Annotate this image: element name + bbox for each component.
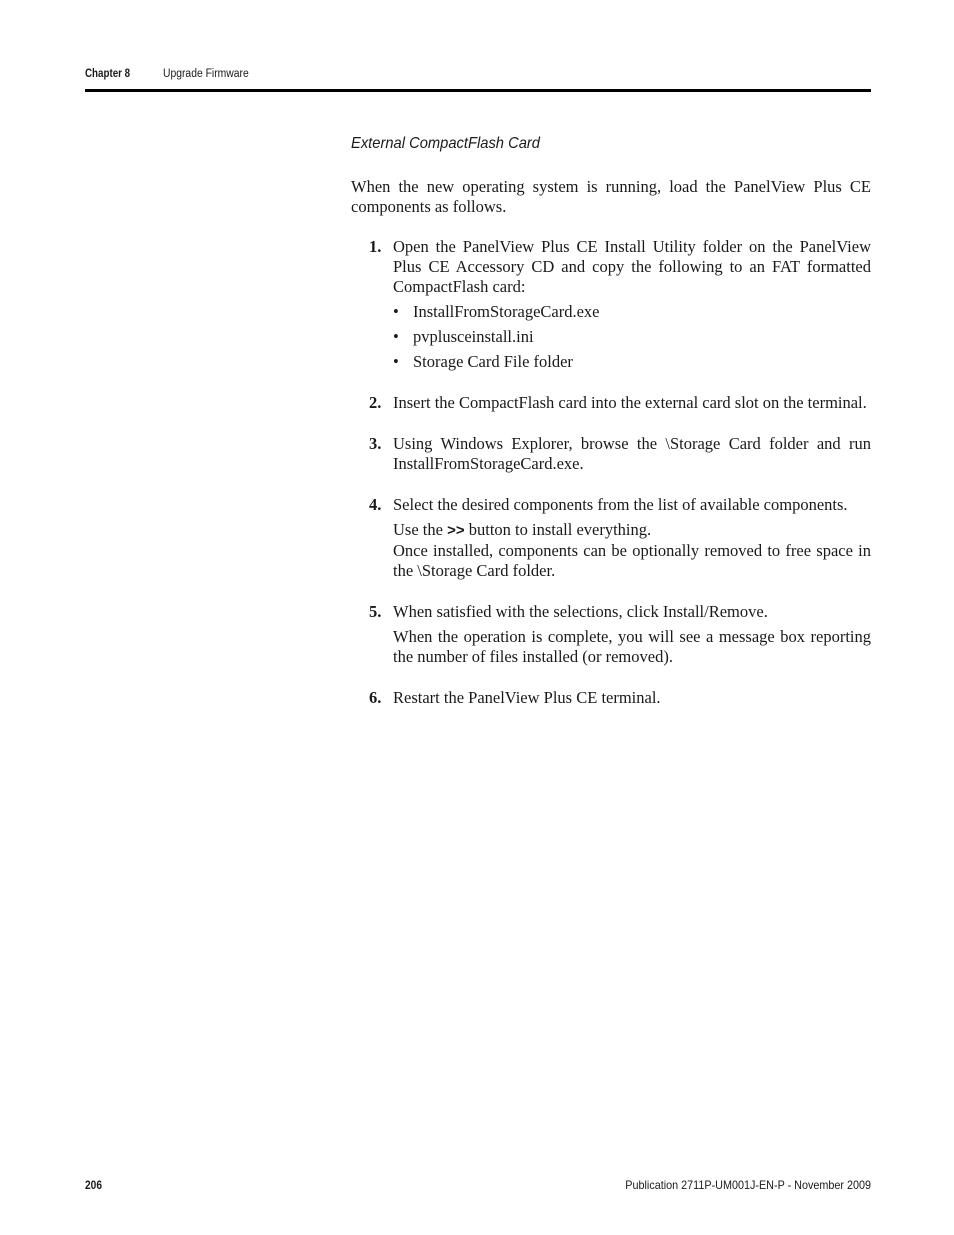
step-note: When the operation is complete, you will see a message box reporting the number of files installed (or removed).	[393, 627, 871, 666]
step-number: 2.	[369, 393, 382, 412]
step-6	[351, 688, 871, 708]
intro-paragraph: When the new operating system is running, load the PanelView Plus CE components as follows.	[351, 177, 871, 216]
publication-info: Publication 2711P-UM001J-EN-P - November 2009	[625, 1178, 871, 1192]
chapter-label: Chapter 8	[85, 68, 131, 80]
main-content	[351, 133, 871, 729]
step-number: 5.	[369, 602, 382, 621]
step-text: Using Windows Explorer, browse the \Storage Card folder and run InstallFromStorageCard.exe.	[393, 434, 871, 473]
step-list	[351, 237, 871, 708]
step-note-continued: Once installed, components can be optionally removed to free space in the \Storage Card folder.	[393, 541, 871, 580]
step-number: 6.	[369, 688, 382, 707]
bullet-icon: •	[393, 327, 399, 346]
file-list-item	[393, 302, 871, 322]
bullet-icon: •	[393, 302, 399, 321]
step-5	[351, 602, 871, 667]
step-note	[393, 520, 871, 541]
subheading: External CompactFlash Card	[351, 135, 540, 152]
step-4	[351, 495, 871, 581]
step-text: When satisfied with the selections, click Install/Remove.	[393, 602, 768, 621]
note-prefix: Use the	[393, 520, 448, 539]
file-list	[393, 302, 871, 372]
bullet-icon: •	[393, 352, 399, 371]
file-name: pvplusceinstall.ini	[413, 327, 534, 346]
step-number: 1.	[369, 237, 382, 256]
step-3	[351, 434, 871, 474]
header-rule	[85, 89, 871, 92]
step-text: Insert the CompactFlash card into the external card slot on the terminal.	[393, 393, 867, 412]
step-number: 3.	[369, 434, 382, 453]
file-name: InstallFromStorageCard.exe	[413, 302, 600, 321]
step-number: 4.	[369, 495, 382, 514]
section-title: Upgrade Firmware	[163, 68, 249, 80]
note-suffix: button to install everything.	[464, 520, 652, 539]
file-list-item	[393, 352, 871, 372]
running-header	[85, 66, 871, 82]
step-text: Open the PanelView Plus CE Install Utility folder on the PanelView Plus CE Accessory CD and copy the following to an FAT formatted CompactFlash card:	[393, 237, 871, 296]
install-all-symbol: >>	[447, 522, 465, 539]
step-1	[351, 237, 871, 372]
page-number: 206	[85, 1178, 103, 1192]
step-text: Select the desired components from the list of available components.	[393, 495, 848, 514]
file-list-item	[393, 327, 871, 347]
file-name: Storage Card File folder	[413, 352, 573, 371]
step-text: Restart the PanelView Plus CE terminal.	[393, 688, 661, 707]
step-2	[351, 393, 871, 413]
